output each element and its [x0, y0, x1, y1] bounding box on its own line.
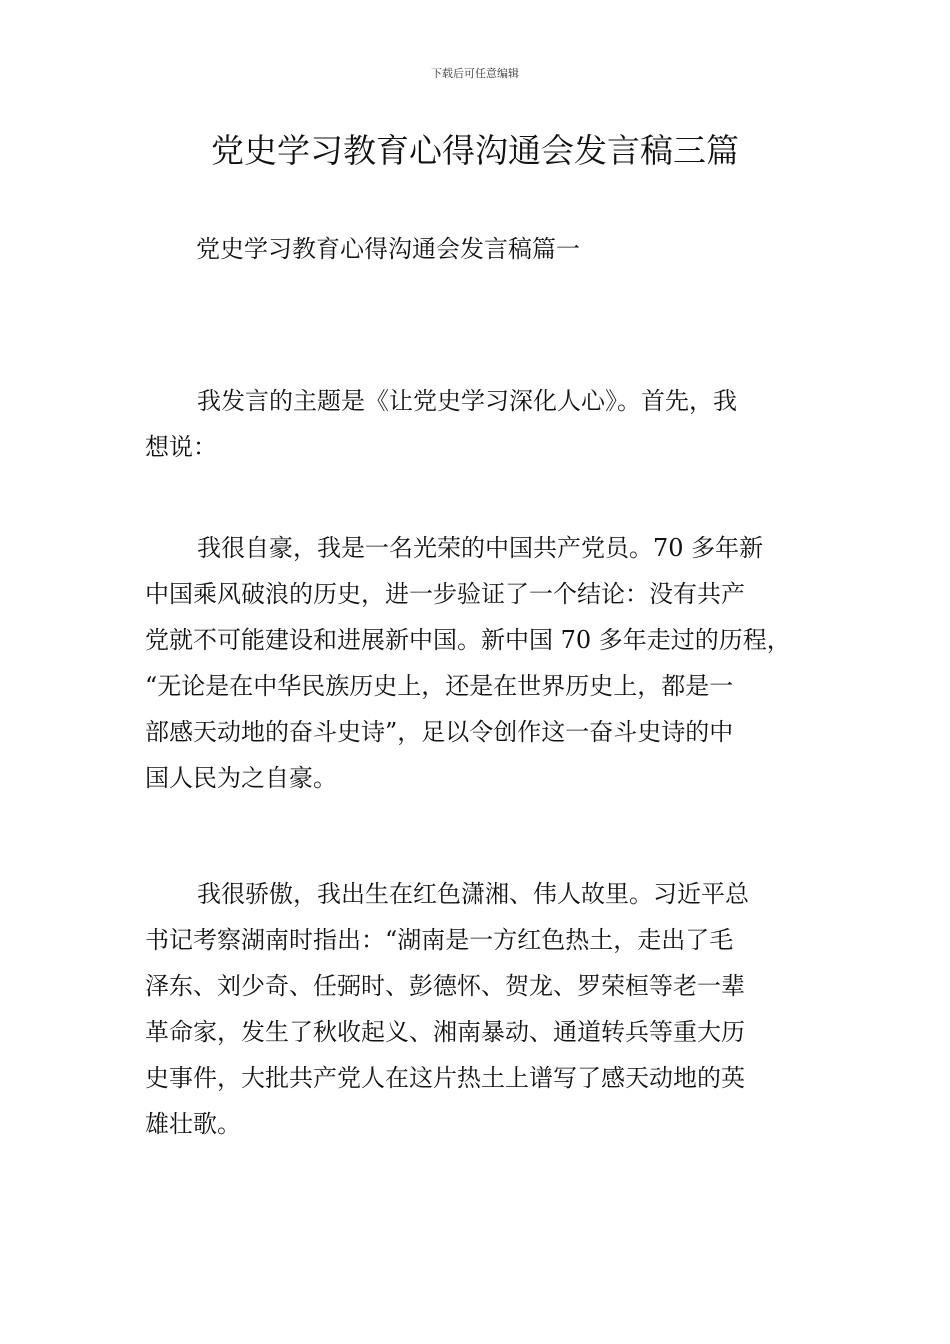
- paragraph-line: 部感天动地的奋斗史诗”，足以令创作这一奋斗史诗的中: [145, 718, 734, 746]
- paragraph-line: 中国乘风破浪的历史，进一步验证了一个结论：没有共产: [145, 580, 745, 608]
- paragraph-line: 泽东、刘少奇、任弼时、彭德怀、贺龙、罗荣桓等老一辈: [145, 972, 745, 1000]
- paragraph-2: [145, 525, 810, 801]
- paragraph-line: 书记考察湖南时指出：“湖南是一方红色热土，走出了毛: [145, 926, 734, 954]
- paragraph-line: 革命家，发生了秋收起义、湘南暴动、通道转兵等重大历: [145, 1018, 745, 1046]
- paragraph-line: 我很自豪，我是一名光荣的中国共产党员。70 多年新: [197, 534, 764, 562]
- paragraph-line: “无论是在中华民族历史上，还是在世界历史上，都是一: [145, 672, 734, 700]
- header-note: 下载后可任意编辑: [431, 67, 519, 80]
- paragraph-line: 雄壮歌。: [145, 1110, 241, 1138]
- paragraph-3: [145, 871, 810, 1147]
- paragraph-line: 党就不可能建设和进展新中国。新中国 70 多年走过的历程，: [145, 626, 791, 654]
- document-title: 党史学习教育心得沟通会发言稿三篇: [211, 131, 739, 170]
- paragraph-line: 国人民为之自豪。: [145, 764, 337, 792]
- section-subtitle: 党史学习教育心得沟通会发言稿篇一: [196, 235, 580, 263]
- paragraph-line: 史事件，大批共产党人在这片热土上谱写了感天动地的英: [145, 1064, 745, 1092]
- paragraph-line: 想说：: [145, 433, 217, 461]
- paragraph-line: 我很骄傲，我出生在红色潇湘、伟人故里。习近平总: [197, 880, 749, 908]
- paragraph-line: 我发言的主题是《让党史学习深化人心》。首先，我: [197, 387, 737, 415]
- paragraph-1: [145, 378, 810, 470]
